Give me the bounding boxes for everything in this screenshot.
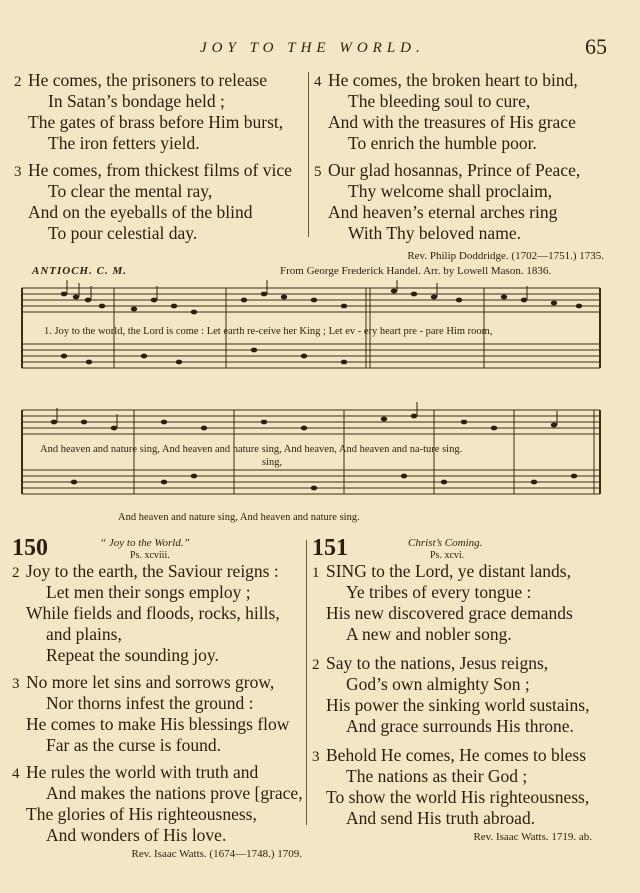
stanza — [12, 672, 302, 756]
note-stems — [57, 280, 557, 428]
stanza — [12, 762, 302, 846]
verse-line: The nations as their God ; — [346, 766, 528, 786]
lyric-line: sing, — [262, 457, 283, 468]
hymn-number: 151 — [312, 535, 348, 561]
stanza — [312, 561, 612, 645]
verse-line: The glories of His righteousness, — [26, 804, 257, 824]
hymn-title: “ Joy to the World.” — [100, 537, 190, 549]
verse-line: He comes, the prisoners to release — [28, 70, 268, 90]
verse-line: Let men their songs employ ; — [46, 582, 251, 602]
verse-line: And makes the nations prove [grace, — [46, 783, 303, 803]
verse-line: SING to the Lord, ye distant lands, — [326, 561, 571, 581]
verse-line: Far as the curse is found. — [46, 735, 221, 755]
verse-line: No more let sins and sorrows grow, — [26, 672, 275, 692]
verse-line: And grace surrounds His throne. — [346, 716, 574, 736]
hymn-150 — [12, 535, 302, 860]
lyric-line: 1. Joy to the world, the Lord is come : Let earth re-ceive her King ; Let ev - ery heart pre - pare Him room, — [44, 326, 493, 337]
verse-line: And wonders of His love. — [46, 825, 227, 845]
verse-line: To enrich the humble poor. — [348, 133, 537, 153]
verse-number: 2 — [12, 565, 20, 581]
verse-line: Repeat the sounding joy. — [46, 645, 219, 665]
hymn-number: 150 — [12, 535, 48, 561]
verse-line: And with the treasures of His grace — [328, 112, 576, 132]
verse-line: Joy to the earth, the Saviour reigns : — [26, 561, 279, 581]
verse-line: Behold He comes, He comes to bless — [326, 745, 587, 765]
verse-line: His new discovered grace demands — [326, 603, 573, 623]
verse-number: 5 — [314, 164, 322, 180]
verse-line: His power the sinking world sustains, — [326, 695, 590, 715]
verse-line: To pour celestial day. — [48, 223, 198, 243]
verse-line: He comes to make His blessings flow — [26, 714, 290, 734]
attribution: Rev. Isaac Watts. 1719. ab. — [473, 831, 592, 843]
tune-source: From George Frederick Handel. Arr. by Lowell Mason. 1836. — [280, 265, 552, 277]
stanza — [14, 70, 304, 154]
stanza — [312, 745, 612, 829]
hymn-psalm: Ps. xcvi. — [430, 550, 465, 561]
hymn-title: Christ’s Coming. — [408, 537, 483, 549]
verse-line: and plains, — [46, 624, 122, 644]
column-divider — [306, 540, 307, 825]
running-title: JOY TO THE WORLD. — [200, 40, 425, 56]
verse-line: Thy welcome shall proclaim, — [348, 181, 553, 201]
stanza — [14, 160, 304, 244]
staff-lines — [22, 288, 600, 494]
verse-line: Say to the nations, Jesus reigns, — [326, 653, 549, 673]
verse-line: God’s own almighty Son ; — [346, 674, 530, 694]
verse-number: 3 — [14, 164, 22, 180]
verse-number: 3 — [12, 676, 20, 692]
music-score — [14, 280, 614, 500]
note-heads — [51, 289, 582, 491]
lyric-line: And heaven and nature sing, And heaven and nature sing, And heaven, And heaven and na-ture sing. — [40, 444, 463, 455]
hymn-psalm: Ps. xcviii. — [130, 550, 170, 561]
tune-name: ANTIOCH. C. M. — [32, 265, 127, 277]
verse-line: To show the world His righteousness, — [326, 787, 590, 807]
stanza — [312, 653, 612, 737]
attribution: Rev. Isaac Watts. (1674—1748.) 1709. — [131, 848, 302, 860]
top-left-column — [14, 70, 304, 250]
top-right-column — [314, 70, 604, 262]
verse-line: To clear the mental ray, — [48, 181, 213, 201]
verse-line: And heaven’s eternal arches ring — [328, 202, 558, 222]
verse-number: 3 — [312, 749, 320, 765]
verse-line: While fields and floods, rocks, hills, — [26, 603, 280, 623]
verse-number: 1 — [312, 565, 320, 581]
verse-number: 4 — [12, 766, 20, 782]
hymn-151 — [312, 535, 612, 843]
verse-number: 4 — [314, 74, 322, 90]
verse-line: With Thy beloved name. — [348, 223, 521, 243]
verse-line: Nor thorns infest the ground : — [46, 693, 254, 713]
verse-line: The bleeding soul to cure, — [348, 91, 531, 111]
column-divider — [308, 72, 309, 237]
lyric-line: And heaven and nature sing, And heaven and nature sing. — [118, 512, 360, 523]
verse-number: 2 — [14, 74, 22, 90]
stanza — [12, 561, 302, 666]
verse-line: He comes, from thickest films of vice — [28, 160, 292, 180]
verse-line: Ye tribes of every tongue : — [346, 582, 532, 602]
verse-line: A new and nobler song. — [346, 624, 512, 644]
verse-line: He comes, the broken heart to bind, — [328, 70, 578, 90]
verse-line: And on the eyeballs of the blind — [28, 202, 253, 222]
verse-line: Our glad hosannas, Prince of Peace, — [328, 160, 581, 180]
page-number: 65 — [585, 34, 607, 59]
attribution: Rev. Philip Doddridge. (1702—1751.) 1735. — [407, 250, 604, 262]
stanza — [314, 70, 604, 154]
verse-line: In Satan’s bondage held ; — [48, 91, 225, 111]
verse-number: 2 — [312, 657, 320, 673]
verse-line: He rules the world with truth and — [26, 762, 259, 782]
stanza — [314, 160, 604, 244]
verse-line: And send His truth abroad. — [346, 808, 536, 828]
verse-line: The gates of brass before Him burst, — [28, 112, 284, 132]
verse-line: The iron fetters yield. — [48, 133, 200, 153]
